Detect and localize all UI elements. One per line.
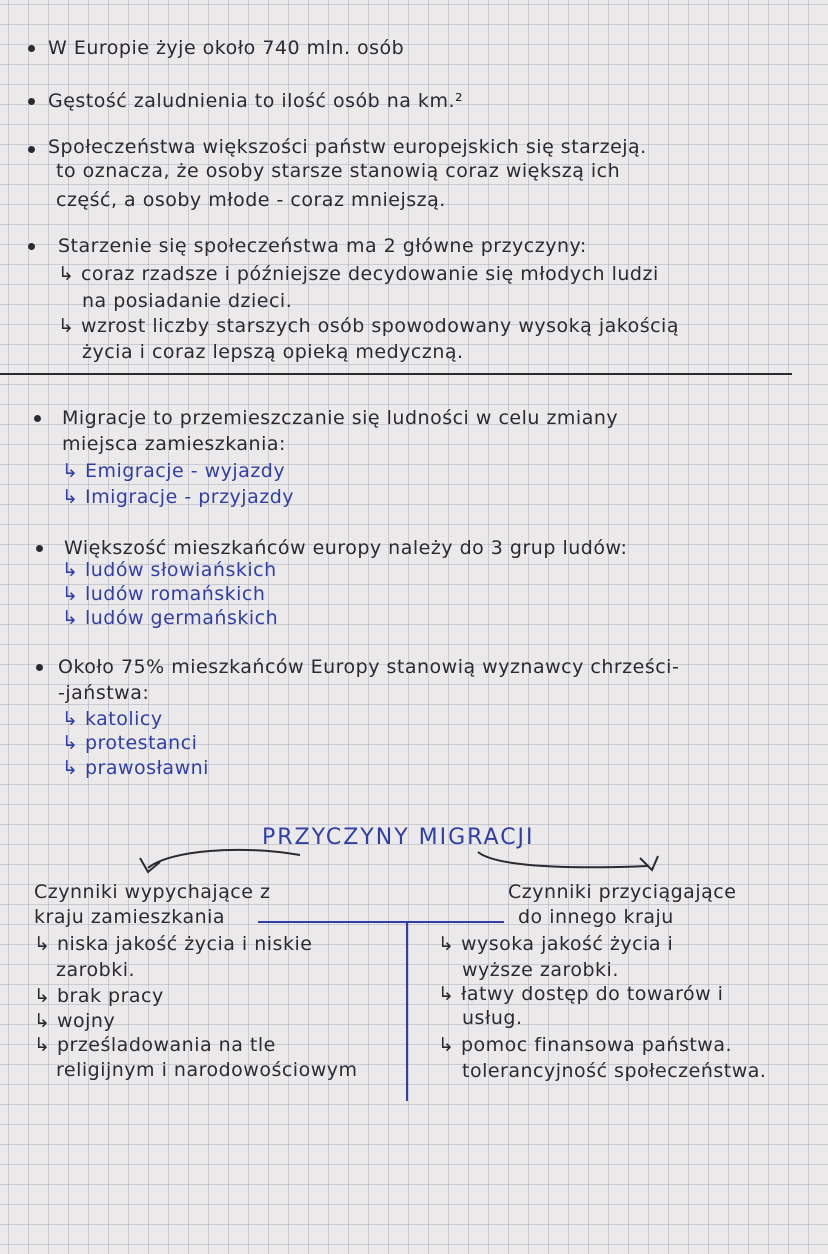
note-line: ↳ coraz rzadsze i późniejsze decydowanie się młodych ludzi bbox=[58, 263, 659, 285]
note-line: ↳ ludów słowiańskich bbox=[62, 559, 277, 581]
pull-item: ↳ łatwy dostęp do towarów i bbox=[438, 983, 724, 1005]
note-line: ↳ wzrost liczby starszych osób spowodowany wysoką jakością bbox=[58, 315, 679, 337]
push-heading: kraju zamieszkania bbox=[34, 906, 226, 928]
t-chart-vertical bbox=[406, 923, 408, 1101]
push-item: religijnym i narodowościowym bbox=[56, 1059, 358, 1081]
push-item: ↳ brak pracy bbox=[34, 985, 164, 1007]
note-line: Społeczeństwa większości państw europejskich się starzeją. bbox=[48, 136, 647, 158]
note-line: to oznacza, że osoby starsze stanowią coraz większą ich bbox=[56, 160, 621, 182]
note-line: ↳ protestanci bbox=[62, 732, 198, 754]
note-line: ↳ prawosławni bbox=[62, 757, 209, 779]
note-line: ↳ ludów germańskich bbox=[62, 607, 279, 629]
pull-item: tolerancyjność społeczeństwa. bbox=[462, 1060, 767, 1082]
note-line: część, a osoby młode - coraz mniejszą. bbox=[56, 189, 446, 211]
note-line: Około 75% mieszkańców Europy stanowią wyznawcy chrześci- bbox=[58, 656, 680, 678]
push-item: ↳ niska jakość życia i niskie bbox=[34, 933, 313, 955]
note-line: ↳ katolicy bbox=[62, 708, 163, 730]
note-line: Migracje to przemieszczanie się ludności w celu zmiany bbox=[62, 407, 619, 429]
push-item: zarobki. bbox=[56, 959, 136, 981]
pull-item: ↳ wysoka jakość życia i bbox=[438, 933, 674, 955]
migration-title: PRZYCZYNY MIGRACJI bbox=[262, 825, 535, 850]
note-line: życia i coraz lepszą opieką medyczną. bbox=[82, 341, 464, 363]
pull-heading: Czynniki przyciągające bbox=[508, 881, 737, 903]
push-item: ↳ wojny bbox=[34, 1010, 116, 1032]
note-line: ↳ Emigracje - wyjazdy bbox=[62, 460, 286, 482]
pull-item: wyższe zarobki. bbox=[462, 959, 619, 981]
note-line: -jaństwa: bbox=[58, 682, 150, 704]
note-line: Większość mieszkańców europy należy do 3 grup ludów: bbox=[64, 537, 628, 559]
t-chart-horizontal bbox=[258, 921, 504, 923]
note-line: miejsca zamieszkania: bbox=[62, 433, 286, 455]
note-line: Starzenie się społeczeństwa ma 2 główne przyczyny: bbox=[58, 235, 587, 257]
note-line: ↳ Imigracje - przyjazdy bbox=[62, 486, 295, 508]
note-line: na posiadanie dzieci. bbox=[82, 290, 293, 312]
note-line: ↳ ludów romańskich bbox=[62, 583, 266, 605]
push-heading: Czynniki wypychające z bbox=[34, 881, 271, 903]
pull-item: usług. bbox=[462, 1007, 523, 1029]
pull-item: ↳ pomoc finansowa państwa. bbox=[438, 1034, 733, 1056]
note-line: W Europie żyje około 740 mln. osób bbox=[48, 37, 405, 59]
note-line: Gęstość zaludnienia to ilość osób na km.² bbox=[48, 90, 464, 112]
push-item: ↳ prześladowania na tle bbox=[34, 1034, 276, 1056]
pull-heading: do innego kraju bbox=[518, 906, 674, 928]
